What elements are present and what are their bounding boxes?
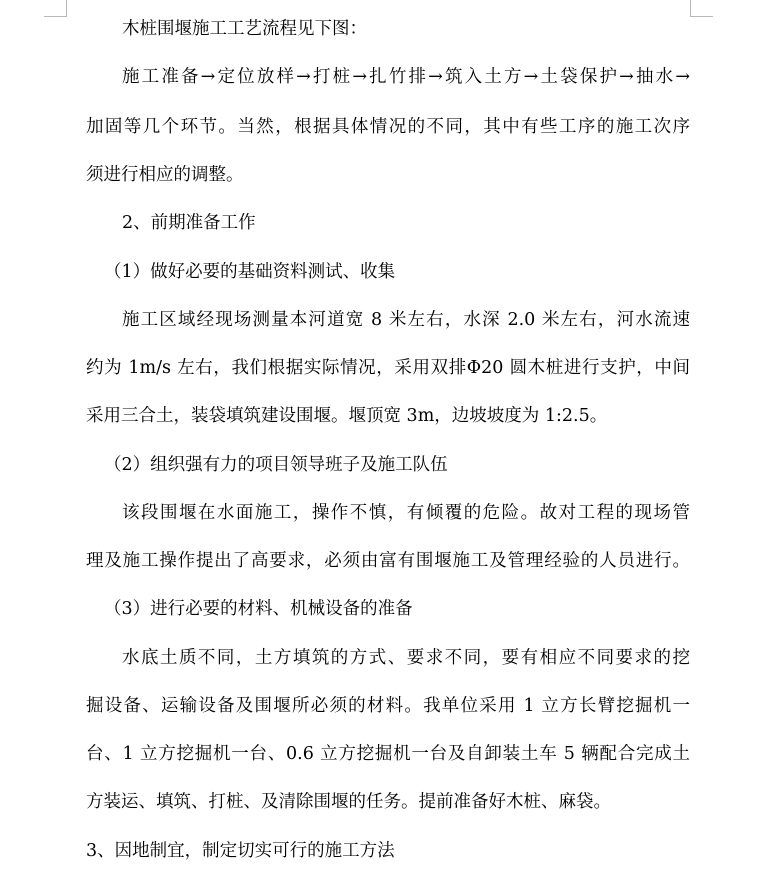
paragraph-survey-line-2: 约为 1m/s 左右，我们根据实际情况，采用双排Φ20 圆木桩进行支护，中间: [86, 358, 690, 378]
section-heading-3: 3、因地制宜，制定切实可行的施工方法: [86, 841, 395, 861]
paragraph-team-line-2: 理及施工操作提出了高要求，必须由富有围堰施工及管理经验的人员进行。: [86, 551, 690, 571]
paragraph-team-line-1: 该段围堰在水面施工，操作不慎，有倾覆的危险。故对工程的现场管: [122, 503, 690, 523]
paragraph-survey-line-3: 采用三合土，装袋填筑建设围堰。堰顶宽 3m，边坡坡度为 1:2.5。: [86, 406, 608, 426]
paragraph-equipment-line-4: 方装运、填筑、打桩、及清除围堰的任务。提前准备好木桩、麻袋。: [86, 792, 611, 812]
paragraph-equipment-line-1: 水底土质不同，土方填筑的方式、要求不同，要有相应不同要求的挖: [122, 648, 690, 668]
page-corner-mark-left: [44, 0, 67, 17]
paragraph-equipment-line-2: 掘设备、运输设备及围堰所必须的材料。我单位采用 1 立方长臂挖掘机一: [86, 696, 690, 716]
subheading-1: （1）做好必要的基础资料测试、收集: [104, 262, 396, 282]
paragraph-process-line-1: 施工准备→定位放样→打桩→扎竹排→筑入土方→土袋保护→抽水→: [122, 67, 690, 87]
paragraph-process-line-2: 加固等几个环节。当然，根据具体情况的不同，其中有些工序的施工次序: [86, 117, 690, 137]
paragraph-survey-line-1: 施工区域经现场测量本河道宽 8 米左右，水深 2.0 米左右，河水流速: [122, 310, 690, 330]
paragraph-equipment-line-3: 台、1 立方挖掘机一台、0.6 立方挖掘机一台及自卸装土车 5 辆配合完成土: [86, 744, 690, 764]
subheading-2: （2）组织强有力的项目领导班子及施工队伍: [104, 455, 448, 475]
subheading-3: （3）进行必要的材料、机械设备的准备: [104, 599, 413, 619]
paragraph-process-line-3: 须进行相应的调整。: [86, 165, 244, 185]
section-heading-2: 2、前期准备工作: [122, 213, 256, 233]
paragraph-intro: 木桩围堰施工工艺流程见下图：: [122, 19, 367, 39]
page-corner-mark-right: [690, 0, 713, 17]
